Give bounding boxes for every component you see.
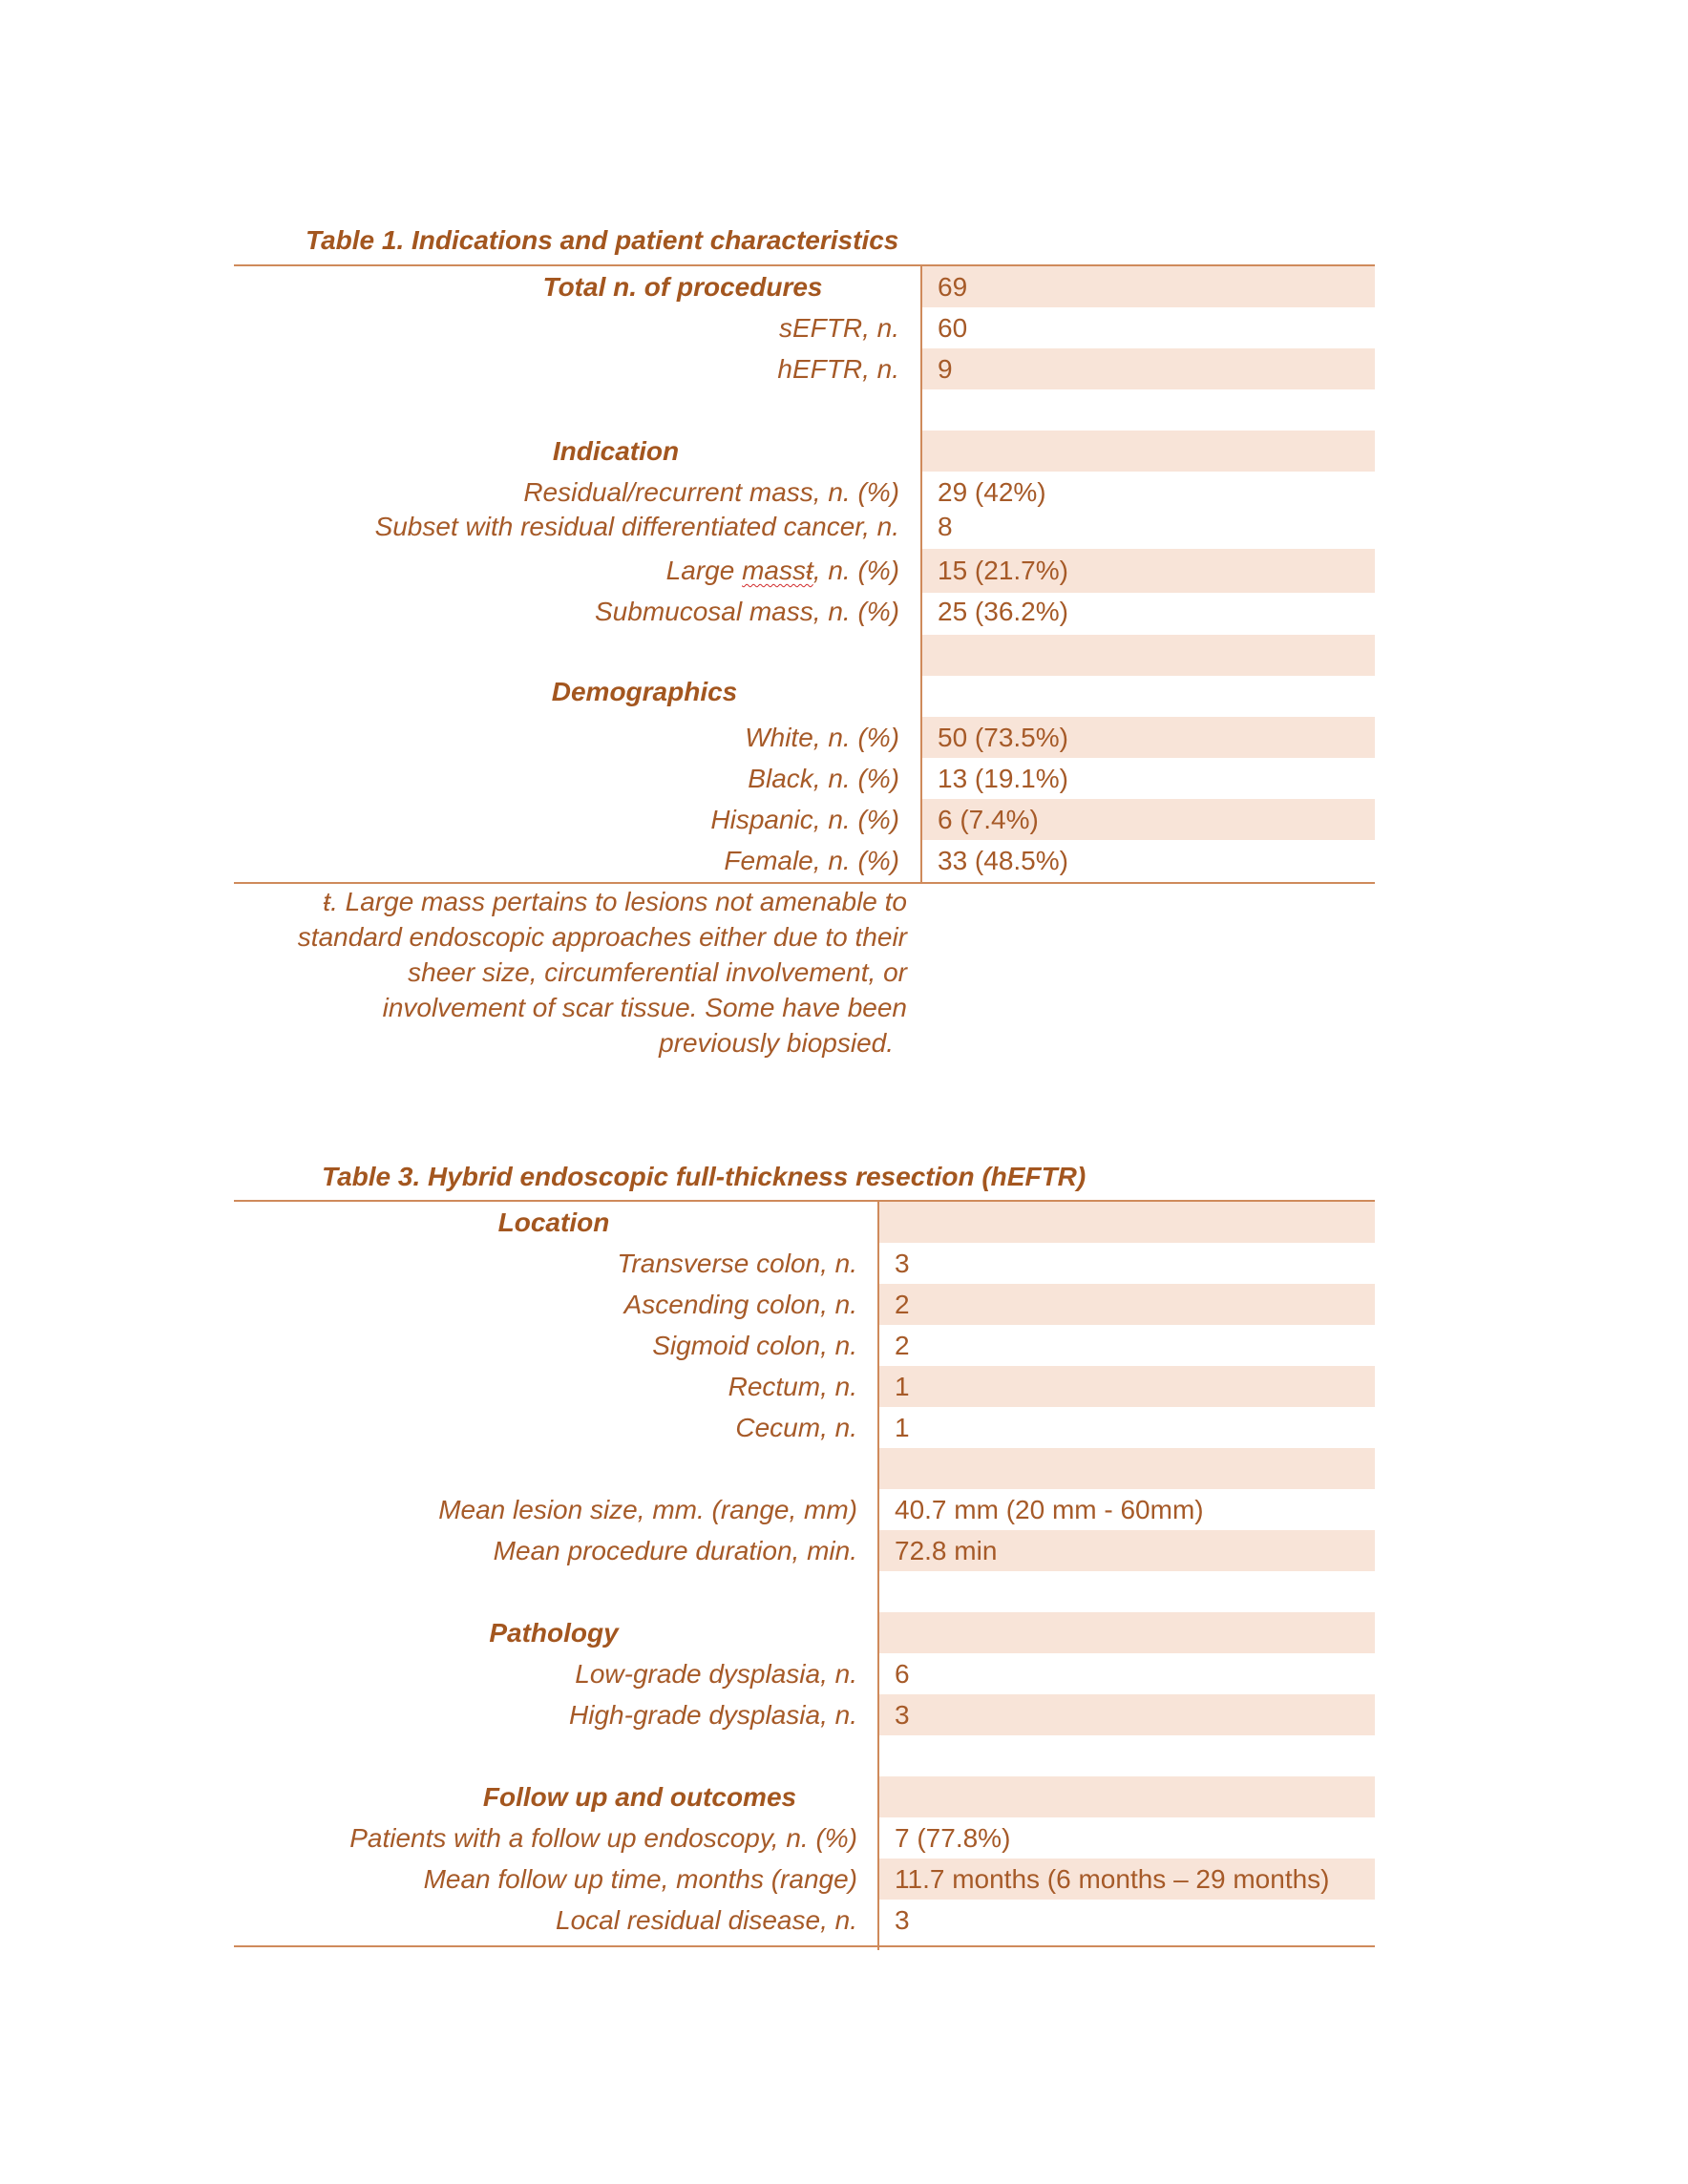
large-mass-underlined: massŧ: [742, 556, 813, 585]
row-label: Submucosal mass, n. (%): [595, 597, 899, 626]
large-mass-rest: , n. (%): [812, 556, 899, 585]
row-value: 7 (77.8%): [895, 1823, 1011, 1853]
row-label: Mean procedure duration, min.: [493, 1536, 857, 1565]
table-1-caption: Table 1. Indications and patient characteristics: [306, 225, 899, 255]
row-label: [248, 635, 899, 676]
row-value: 6: [895, 1659, 910, 1689]
row-value: 11.7 months (6 months – 29 months): [879, 1858, 1375, 1900]
row-value: 50 (73.5%): [922, 717, 1375, 758]
row-value: [879, 1202, 1375, 1243]
row-label: Sigmoid colon, n.: [652, 1331, 857, 1360]
row-value: 2: [895, 1331, 910, 1360]
section-heading-follow-up: Follow up and outcomes: [482, 1782, 797, 1812]
row-value: 2: [879, 1284, 1375, 1325]
row-label: Hispanic, n. (%): [710, 805, 899, 834]
row-label: Local residual disease, n.: [556, 1905, 857, 1935]
row-value: [922, 389, 1375, 430]
row-value: 60: [938, 313, 968, 343]
row-value: 1: [895, 1413, 910, 1442]
row-value: 8: [938, 512, 953, 541]
row-value: 25 (36.2%): [938, 597, 1068, 626]
row-value: [922, 635, 1375, 676]
row-label: Mean lesion size, mm. (range, mm): [438, 1495, 857, 1524]
row-value: 29 (42%): [938, 477, 1046, 507]
row-label: [248, 1448, 857, 1489]
row-label: [248, 1735, 857, 1776]
row-value: [879, 1776, 1375, 1817]
row-label: Rectum, n.: [728, 1372, 857, 1401]
footnote-line: previously biopsied.: [659, 1028, 894, 1058]
row-label: Transverse colon, n.: [617, 1249, 857, 1278]
row-label: High-grade dysplasia, n.: [569, 1700, 857, 1730]
row-value: 13 (19.1%): [938, 764, 1068, 793]
row-label: sEFTR, n.: [778, 313, 899, 343]
row-value: [922, 671, 1375, 712]
row-value: 3: [895, 1905, 910, 1935]
row-label: Residual/recurrent mass, n. (%): [523, 477, 899, 507]
row-value: 3: [879, 1694, 1375, 1735]
row-value: 15 (21.7%): [922, 549, 1375, 593]
row-value: 3: [895, 1249, 910, 1278]
row-label: Ascending colon, n.: [623, 1290, 857, 1319]
row-label: Cecum, n.: [735, 1413, 857, 1442]
table-1-footnote: [191, 884, 907, 1060]
row-value: 33 (48.5%): [938, 846, 1068, 875]
row-label: hEFTR, n.: [777, 354, 899, 384]
row-label: Mean follow up time, months (range): [423, 1864, 857, 1894]
row-value: 1: [879, 1366, 1375, 1407]
row-value: 9: [922, 348, 1375, 389]
row-value: 72.8 min: [879, 1530, 1375, 1571]
row-value: [922, 430, 1375, 472]
table-3-bottom-rule: [234, 1945, 1375, 1947]
footnote-line: involvement of scar tissue. Some have been: [382, 993, 907, 1022]
row-label: Subset with residual differentiated cancer, n.: [374, 512, 899, 541]
row-value: [879, 1448, 1375, 1489]
row-value: [879, 1612, 1375, 1653]
row-value: [879, 1571, 1375, 1612]
section-heading-indication: Indication: [552, 436, 680, 466]
row-label: [248, 389, 899, 430]
row-label: [248, 1571, 857, 1612]
footnote-line: ŧ. Large mass pertains to lesions not amenable to: [323, 887, 907, 916]
row-value: [879, 1735, 1375, 1776]
row-label: White, n. (%): [745, 723, 899, 752]
section-heading-pathology: Pathology: [489, 1618, 619, 1648]
row-label: [248, 549, 899, 593]
footnote-line: standard endoscopic approaches either due to their: [297, 922, 907, 952]
row-label: Low-grade dysplasia, n.: [575, 1659, 857, 1689]
table-3-caption: Table 3. Hybrid endoscopic full-thickness resection (hEFTR): [322, 1162, 1087, 1191]
row-value: 69: [922, 266, 1375, 307]
section-heading-location: Location: [497, 1208, 610, 1237]
row-label: Black, n. (%): [748, 764, 899, 793]
row-value: 40.7 mm (20 mm - 60mm): [895, 1495, 1204, 1524]
row-label: Female, n. (%): [724, 846, 899, 875]
row-label: Total n. of procedures: [542, 272, 823, 302]
row-label: Patients with a follow up endoscopy, n. (%): [349, 1823, 857, 1853]
section-heading-demographics: Demographics: [551, 677, 738, 706]
large-mass-word: Large: [665, 556, 743, 585]
footnote-line: sheer size, circumferential involvement, or: [408, 957, 907, 987]
row-value: 6 (7.4%): [922, 799, 1375, 840]
